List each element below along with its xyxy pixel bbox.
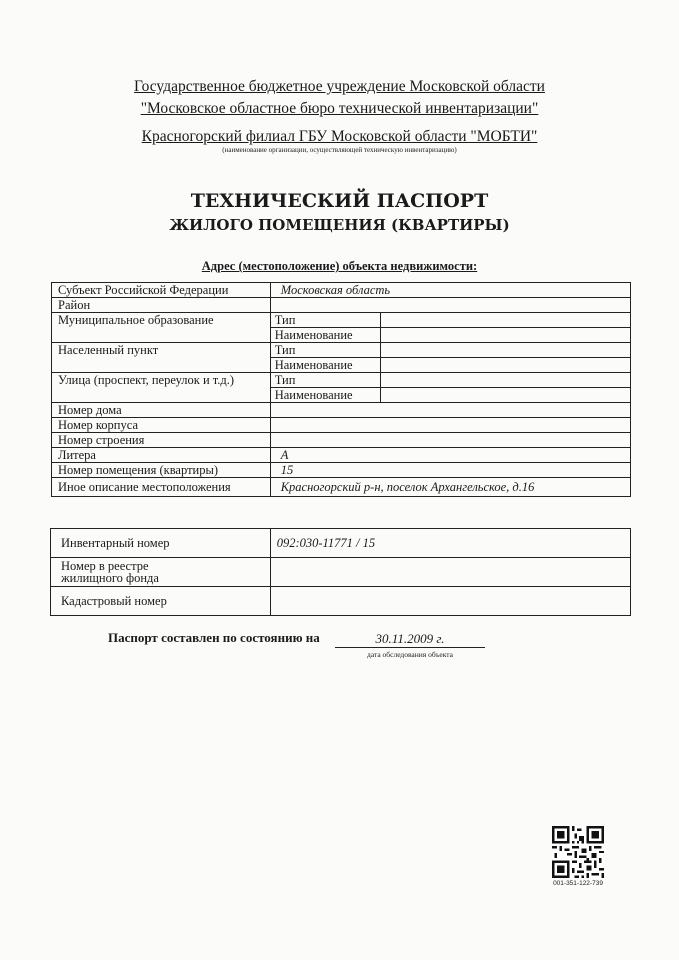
passport-date-label: Паспорт составлен по состоянию на bbox=[108, 630, 320, 645]
municipal-type-value bbox=[380, 313, 630, 328]
settlement-type-label: Тип bbox=[270, 343, 380, 358]
table-row bbox=[52, 343, 631, 358]
settlement-label: Населенный пункт bbox=[52, 343, 271, 358]
branch-name: Красногорский филиал ГБУ Московской области "МОБТИ" bbox=[141, 128, 538, 145]
qr-code-number: 001-351-122-739 bbox=[553, 880, 603, 887]
litera-label: Литера bbox=[52, 448, 271, 463]
house-label: Номер дома bbox=[52, 403, 271, 418]
date-underline bbox=[335, 647, 485, 648]
table-row bbox=[52, 373, 631, 388]
subject-value: Московская область bbox=[270, 283, 630, 298]
document-subtitle: ЖИЛОГО ПОМЕЩЕНИЯ (КВАРТИРЫ) bbox=[169, 216, 510, 234]
apartment-label: Номер помещения (квартиры) bbox=[52, 463, 271, 478]
address-heading: Адрес (местоположение) объекта недвижимости: bbox=[201, 259, 478, 273]
settlement-name-label: Наименование bbox=[270, 358, 380, 373]
inventory-number-value: 092:030-11771 / 15 bbox=[270, 529, 630, 558]
house-value bbox=[270, 403, 630, 418]
municipal-label: Муниципальное образование bbox=[52, 313, 271, 328]
registry-label-line-1: Номер в реестре bbox=[61, 559, 149, 573]
table-row bbox=[52, 388, 631, 403]
table-row bbox=[51, 587, 631, 616]
registry-number-label bbox=[51, 558, 271, 587]
table-row bbox=[51, 529, 631, 558]
cadastral-number-value bbox=[270, 587, 630, 616]
apartment-value: 15 bbox=[270, 463, 630, 478]
table-row bbox=[52, 328, 631, 343]
table-row bbox=[52, 313, 631, 328]
qr-code-icon bbox=[552, 826, 604, 878]
table-row bbox=[52, 478, 631, 497]
table-row bbox=[52, 433, 631, 448]
structure-label: Номер строения bbox=[52, 433, 271, 448]
inventory-number-label: Инвентарный номер bbox=[51, 529, 271, 558]
organization-line-2: "Московское областное бюро технической инвентаризации" bbox=[140, 100, 539, 117]
table-row bbox=[52, 463, 631, 478]
registry-label-line-2: жилищного фонда bbox=[61, 571, 159, 585]
structure-value bbox=[270, 433, 630, 448]
passport-date-caption: дата обследования объекта bbox=[367, 650, 453, 659]
street-label: Улица (проспект, переулок и т.д.) bbox=[52, 373, 271, 388]
address-table bbox=[51, 282, 631, 497]
other-description-label: Иное описание местоположения bbox=[52, 478, 271, 497]
table-row bbox=[52, 448, 631, 463]
table-row bbox=[52, 418, 631, 433]
street-type-value bbox=[380, 373, 630, 388]
inventory-table bbox=[50, 528, 631, 616]
municipal-name-value bbox=[380, 328, 630, 343]
passport-date-value: 30.11.2009 г. bbox=[375, 631, 445, 646]
building-label: Номер корпуса bbox=[52, 418, 271, 433]
table-row bbox=[52, 358, 631, 373]
table-row bbox=[52, 403, 631, 418]
branch-caption: (наименование организации, осуществляющей техническую инвентаризацию) bbox=[222, 146, 457, 154]
watermark: ​ bbox=[396, 790, 404, 839]
table-row bbox=[52, 298, 631, 313]
street-name-label: Наименование bbox=[270, 388, 380, 403]
municipal-name-label: Наименование bbox=[270, 328, 380, 343]
subject-label: Субъект Российской Федерации bbox=[52, 283, 271, 298]
table-row bbox=[51, 558, 631, 587]
registry-number-value bbox=[270, 558, 630, 587]
organization-line-1: Государственное бюджетное учреждение Московской области bbox=[134, 78, 545, 95]
street-type-label: Тип bbox=[270, 373, 380, 388]
street-name-value bbox=[380, 388, 630, 403]
litera-value: А bbox=[270, 448, 630, 463]
other-description-value: Красногорский р-н, поселок Архангельское, д.16 bbox=[270, 478, 630, 497]
district-value bbox=[270, 298, 630, 313]
cadastral-number-label: Кадастровый номер bbox=[51, 587, 271, 616]
document-title: ТЕХНИЧЕСКИЙ ПАСПОРТ bbox=[190, 190, 489, 212]
municipal-type-label: Тип bbox=[270, 313, 380, 328]
district-label: Район bbox=[52, 298, 271, 313]
building-value bbox=[270, 418, 630, 433]
table-row bbox=[52, 283, 631, 298]
settlement-type-value bbox=[380, 343, 630, 358]
settlement-name-value bbox=[380, 358, 630, 373]
